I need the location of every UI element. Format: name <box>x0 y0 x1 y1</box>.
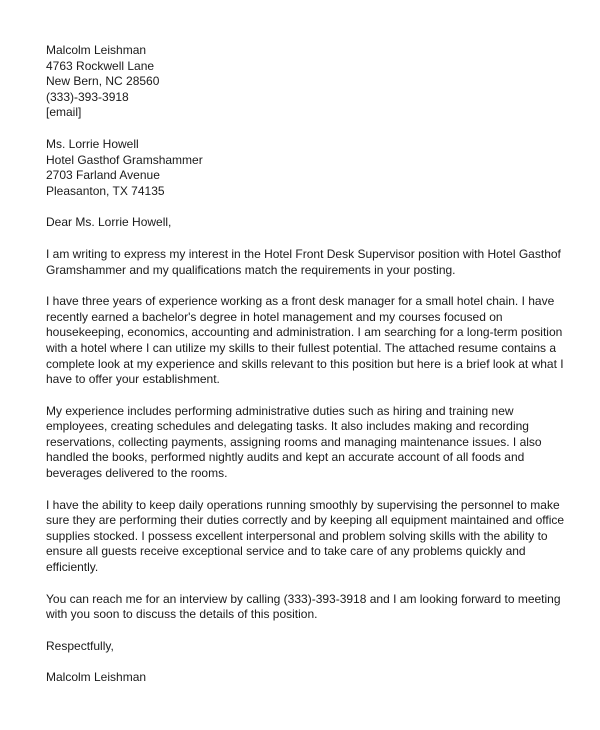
paragraph-line: I have the ability to keep daily operations running smoothly by supervising the personnel to make <box>46 497 560 512</box>
paragraph-line: beverages delivered to the rooms. <box>46 466 228 481</box>
sender-city: New Bern, NC 28560 <box>46 74 160 89</box>
closing <box>46 639 546 655</box>
sender-phone: (333)-393-3918 <box>46 89 129 104</box>
recipient-company: Hotel Gasthof Gramshammer <box>46 152 203 167</box>
paragraph-line: with a hotel where I can utilize my skills to their fullest potential. The attached resume contains a <box>46 340 557 355</box>
salutation-text: Dear Ms. Lorrie Howell, <box>46 215 172 230</box>
paragraph-experience <box>46 404 546 482</box>
closing-text: Respectfully, <box>46 638 114 653</box>
paragraph-line: My experience includes performing administrative duties such as hiring and training new <box>46 403 514 418</box>
paragraph-line: with you soon to discuss the details of this position. <box>46 607 318 622</box>
paragraph-line: recently earned a bachelor's degree in hotel management and my courses focused on <box>46 309 503 324</box>
signature <box>46 670 546 686</box>
paragraph-line: housekeeping, economics, accounting and administration. I am searching for a long-term position <box>46 325 563 340</box>
paragraph-abilities <box>46 497 565 576</box>
paragraph-line: Gramshammer and my qualifications match the requirements in your posting. <box>46 262 456 277</box>
paragraph-line: supplies stocked. I possess excellent interpersonal and problem solving skills with the ability to <box>46 528 548 543</box>
paragraph-line: complete look at my experience and skills relevant to this position but here is a brief look at what I <box>46 356 564 371</box>
paragraph-line: sure they are performing their duties correctly and by keeping all equipment maintained and office <box>46 513 565 528</box>
recipient-street: 2703 Farland Avenue <box>46 168 160 183</box>
paragraph-line: employees, creating schedules and delegating tasks. It also includes making and recording <box>46 419 529 434</box>
sender-address <box>46 43 546 121</box>
recipient-name: Ms. Lorrie Howell <box>46 136 139 151</box>
paragraph-background <box>46 294 564 388</box>
paragraph-line: handled the books, performed nightly audits and kept an accurate account of all foods and <box>46 450 525 465</box>
sender-email: [email] <box>46 105 82 120</box>
recipient-city: Pleasanton, TX 74135 <box>46 183 165 198</box>
paragraph-line: ensure all guests receive exceptional service and to take care of any problems quickly and <box>46 544 526 559</box>
paragraph-contact <box>46 591 561 623</box>
paragraph-intro <box>46 246 561 278</box>
paragraph-line: reservations, collecting payments, assigning rooms and managing maintenance issues. I also <box>46 434 542 449</box>
paragraph-line: have to offer your establishment. <box>46 372 220 387</box>
paragraph-line: efficiently. <box>46 560 99 575</box>
paragraph-line: You can reach me for an interview by calling (333)-393-3918 and I am looking forward to meeting <box>46 591 561 606</box>
signature-name: Malcolm Leishman <box>46 670 147 685</box>
sender-name: Malcolm Leishman <box>46 43 147 57</box>
recipient-address <box>46 137 546 199</box>
cover-letter <box>46 43 565 702</box>
sender-street: 4763 Rockwell Lane <box>46 58 155 73</box>
paragraph-line: I have three years of experience working as a front desk manager for a small hotel chain. I have <box>46 294 555 309</box>
salutation <box>46 215 546 231</box>
paragraph-line: I am writing to express my interest in the Hotel Front Desk Supervisor position with Hotel Gasthof <box>46 246 561 261</box>
